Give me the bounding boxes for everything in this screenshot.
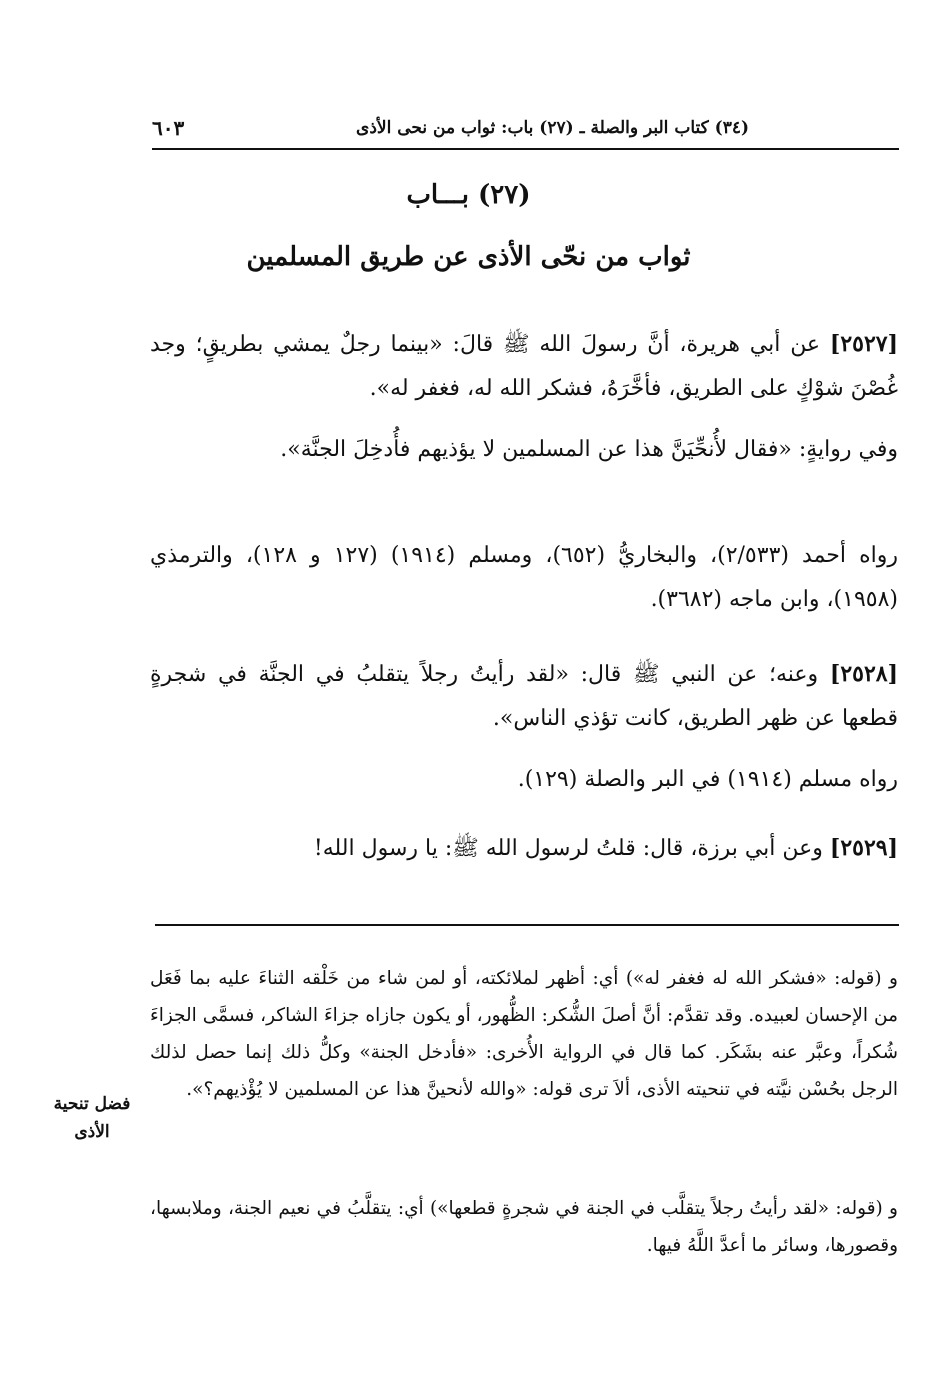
hadith-2527-variant: [150, 428, 898, 472]
hadith-text: وعن أبي برزة، قال: قلتُ لرسول الله ﷺ: يا رسول الله!: [313, 836, 823, 861]
hadith-2528: [150, 652, 898, 741]
hadith-source: رواه أحمد (٢/٥٣٣)، والبخاريُّ (٦٥٢)، ومسلم (١٩١٤) (١٢٧ و ١٢٨)، والترمذي (١٩٥٨)، وابن ماجه (٣٦٨٢).: [150, 543, 898, 612]
chapter-number: (٢٧) بـــاب: [406, 180, 531, 210]
hadith-number: [٢٥٢٩]: [829, 835, 898, 861]
hadith-2527-source: [150, 534, 898, 622]
hadith-number: [٢٥٢٨]: [829, 661, 898, 687]
footnote-rule: [155, 924, 899, 926]
hadith-number: [٢٥٢٧]: [829, 331, 898, 357]
hadith-2527: [150, 322, 898, 411]
hadith-source: رواه مسلم (١٩١٤) في البر والصلة (١٢٩).: [517, 767, 898, 792]
hadith-text: وعنه؛ عن النبي ﷺ قال: «لقد رأيتُ رجلاً يتقلبُ في الجنَّة في شجرةٍ قطعها عن ظهر الطريق، كانت تؤذي الناس».: [150, 662, 898, 731]
hadith-text: عن أبي هريرة، أنَّ رسولَ الله ﷺ قالَ: «بينما رجلٌ يمشي بطريقٍ؛ وجد غُصْنَ شوْكٍ على الطريق، فأخَّرَهُ، فشكر الله له، فغفر له».: [150, 332, 898, 401]
running-header: [152, 112, 899, 144]
commentary-note-1: و (قوله: «فشكر الله له فغفر له») أي: أظهر لملائكته، أو لمن شاء من خَلْقه الثناءَ عليه بما فَعَل من الإحسان لعبيده. وقد تقدَّم: أنَّ أصلَ الشُّكر: الظُّهور، أو يكون جازاه جزاءَ الشاكر، فسمَّى الجزاءَ شُكراً، وعبَّر عنه بشَكَر. كما قال في الرواية الأُخرى: «فأدخل الجنة» وكلُّ ذلك إنما حصل لذلك الرجل بحُسْن نيَّته في تنحيته الأذى، ألاَ ترى قوله: «والله لأنحينَّ هذا عن المسلمين لا يُؤْذيهم؟».: [150, 968, 898, 1100]
hadith-variant-text: وفي روايةٍ: «فقال لأُنحِّيَنَّ هذا عن المسلمين لا يؤذيهم فأُدخِلَ الجنَّة».: [280, 437, 898, 462]
hadith-2529: [150, 826, 898, 871]
margin-note: فضل تنحية الأذى: [53, 1094, 131, 1142]
header-rule: [152, 148, 899, 150]
chapter-title: ثواب من نحّى الأذى عن طريق المسلمين: [246, 242, 691, 272]
running-title: (٣٤) كتاب البر والصلة ـ (٢٧) باب: ثواب من نحى الأذى: [356, 118, 749, 138]
commentary-note-2: و (قوله: «لقد رأيتُ رجلاً يتقلَّب في الجنة في شجرةٍ قطعها») أي: يتقلَّبُ في نعيم الجنة، وملابسها، وقصورها، وسائر ما أعدَّ اللَّهُ فيها.: [150, 1198, 898, 1256]
page-number: ٦٠٣: [152, 116, 185, 140]
hadith-2528-source: [150, 758, 898, 802]
